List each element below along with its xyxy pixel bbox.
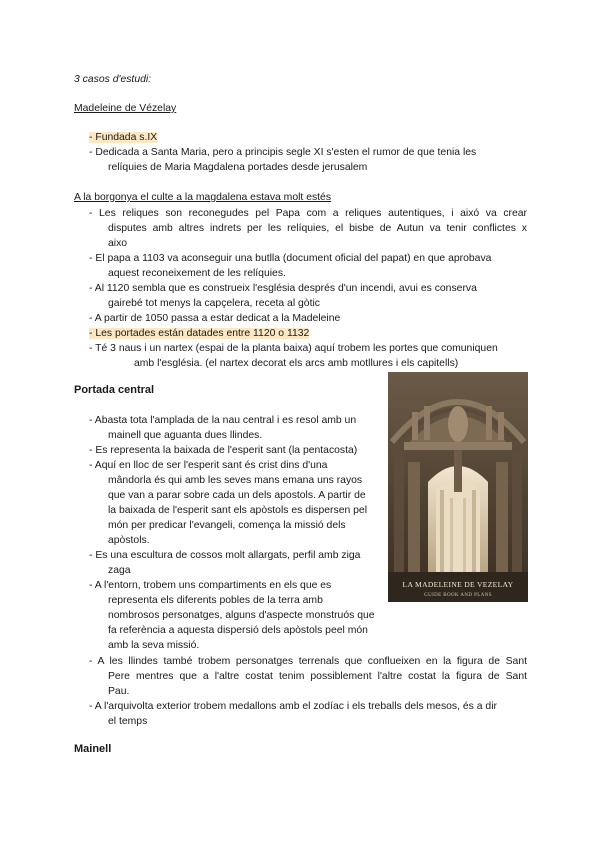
list-item-line: la baixada de l'esperit sant els apòstols es dispersen pel: [108, 505, 368, 516]
list-item-line: zaga: [108, 565, 131, 576]
list-item-line: - Aquí en lloc de ser l'esperit sant és crist dins d'una: [89, 460, 328, 471]
book-title: LA MADELEINE DE VEZELAY: [402, 580, 514, 589]
book-subtitle: GUIDE BOOK AND PLANS: [424, 593, 492, 598]
list-item-line: representa els diferents pobles de la terra amb: [108, 595, 323, 606]
list-item-line: - Es representa la baixada de l'esperit sant (la pentacosta): [89, 445, 358, 456]
list-item-line: Pau.: [108, 686, 130, 697]
list-item-line: - Dedicada a Santa Maria, pero a principis segle XI s'esten el rumor de que tenia les: [89, 147, 477, 158]
list-item-line: mândorla és qui amb les seves mans emana uns rayos: [108, 475, 363, 486]
church-interior-illustration: [388, 372, 528, 602]
subheading: A la borgonya el culte a la magdalena estava molt estés: [74, 192, 332, 203]
highlighted-text: - Les portades están datades entre 1120 o 1132: [89, 328, 310, 339]
list-item-line: - A les llindes també trobem personatges terrenals que conflueixen en la figura de Sant: [89, 656, 527, 667]
highlighted-text: - Fundada s.IX: [89, 132, 158, 143]
list-item-line: món per predicar l'evangeli, comença la missió dels: [108, 520, 346, 531]
list-item-line: - Abasta tota l'amplada de la nau central i es resol amb un: [89, 415, 357, 426]
list-item-line: - A l'entorn, trobem uns compartiments en els que es: [89, 580, 332, 591]
list-item-line: mainell que aguanta dues llindes.: [108, 430, 263, 441]
list-item-line: aquest reconeixement de les relíquies.: [108, 268, 286, 279]
list-item-line: nombrosos personatges, alguns d'aspecte monstruós que: [108, 610, 375, 621]
list-item-line: amb l'església. (el nartex decorat els arcs amb motllures i els capitells): [134, 358, 459, 369]
list-item-line: amb la seva missió.: [108, 640, 200, 651]
list-item-line: Pere mentres que a l'altre costat tenim possiblement l'altre costat la figura de Sant: [108, 671, 527, 682]
section-heading-portada: Portada central: [74, 384, 155, 396]
section-heading-mainell: Mainell: [74, 743, 112, 755]
intro-text: 3 casos d'estudi:: [74, 74, 152, 85]
book-cover-image: [388, 372, 528, 602]
list-item-line: - A partir de 1050 passa a estar dedicat a la Madeleine: [89, 313, 341, 324]
list-item-line: - El papa a 1103 va aconseguir una butlla (document oficial del papat) en que aprobava: [89, 253, 492, 264]
list-item-line: - Al 1120 sembla que es construeix l'església després d'un incendi, avui es conserva: [89, 283, 477, 294]
list-item-line: fa referència a aquesta dispersió dels apòstols peel món: [108, 625, 368, 636]
list-item-line: - Les reliques son reconegudes pel Papa com a reliques autentiques, i aixó va crear: [89, 208, 527, 219]
list-item-line: - A l'arquivolta exterior trobem medallons amb el zodíac i els treballs dels mesos, és a dir: [89, 701, 497, 712]
list-item: [89, 326, 309, 341]
list-item: [89, 130, 157, 145]
list-item-line: gairebé tot menys la capçelera, receta al gòtic: [108, 298, 320, 309]
case-title: Madeleine de Vézelay: [74, 103, 177, 114]
list-item-line: el temps: [108, 716, 148, 727]
list-item-line: - Es una escultura de cossos molt allargats, perfil amb ziga: [89, 550, 361, 561]
list-item-line: - Té 3 naus i un nartex (espai de la planta baixa) aquí trobem les portes que comuniquen: [89, 343, 498, 354]
list-item-line: apòstols.: [108, 535, 150, 546]
list-item-line: aixo: [108, 238, 128, 249]
list-item-line: relíquies de Maria Magdalena portades desde jerusalem: [108, 162, 368, 173]
list-item-line: que van a parar sobre cada un dels apostols. A partir de: [108, 490, 366, 501]
list-item-line: disputes amb altres indrets per les relíquies, el bisbe de Autun va tenir conflictes x: [108, 223, 527, 234]
